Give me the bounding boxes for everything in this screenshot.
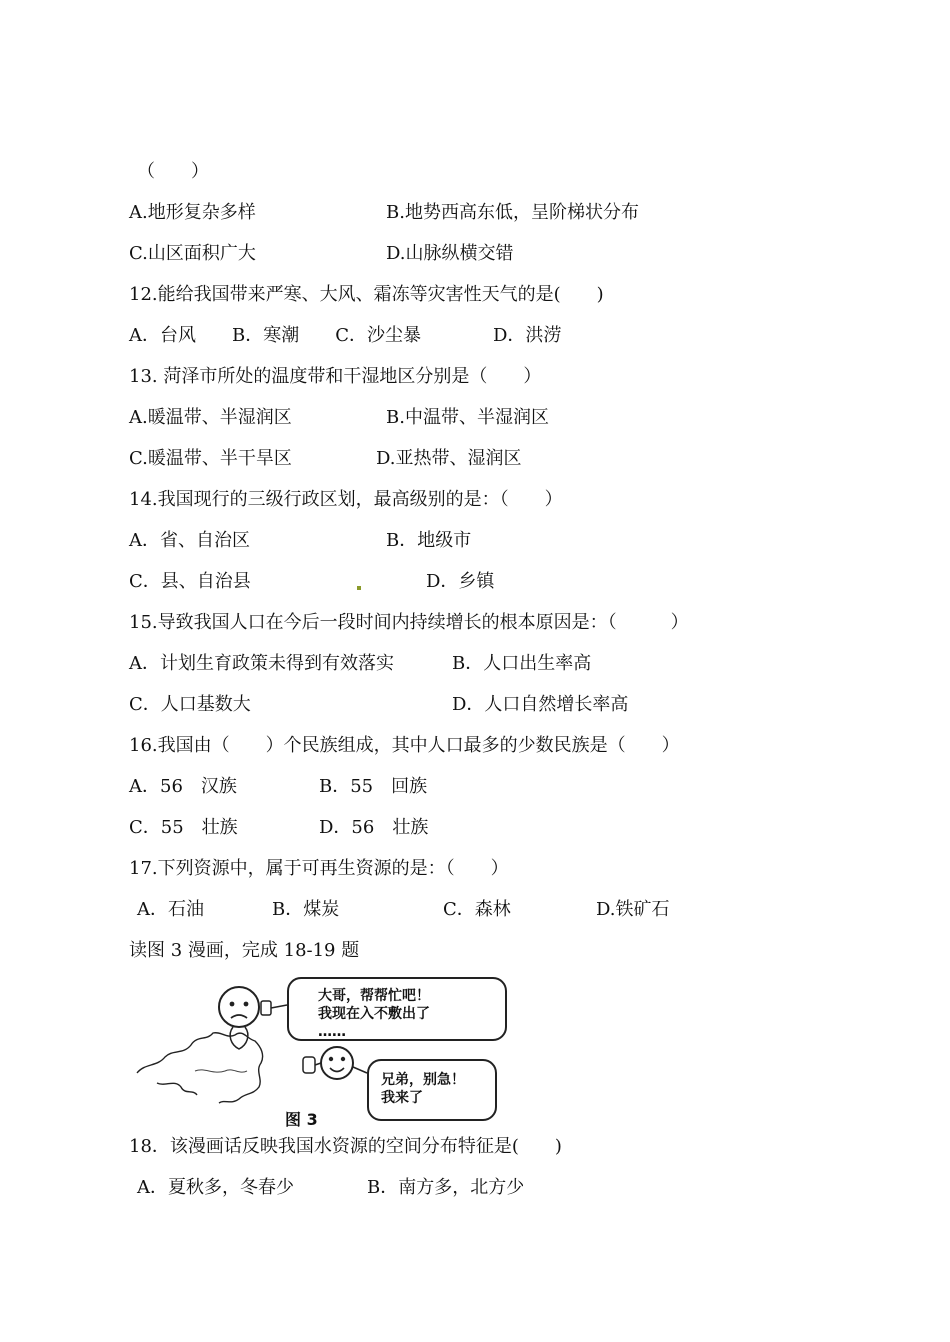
happy-phone-icon <box>303 1057 315 1073</box>
figure-intro: 读图 3 漫画，完成 18-19 题 <box>129 940 360 961</box>
question-13: 13. 菏泽市所处的温度带和干湿地区分别是（ ） <box>129 366 542 387</box>
question-18: 18．该漫画话反映我国水资源的空间分布特征是( ) <box>129 1136 562 1157</box>
q17-option-d: D.铁矿石 <box>596 899 670 920</box>
q14-option-d: D．乡镇 <box>426 571 495 592</box>
q11-option-a: A.地形复杂多样 <box>129 202 256 223</box>
question-14: 14.我国现行的三级行政区划，最高级别的是：（ ） <box>129 489 563 510</box>
q16-option-c: C．55 壮族 <box>129 817 238 838</box>
question-16: 16.我国由（ ）个民族组成，其中人口最多的少数民族是（ ） <box>129 735 680 756</box>
q18-option-a: A．夏秋多，冬春少 <box>137 1177 294 1198</box>
q13-option-a: A.暖温带、半湿润区 <box>129 407 292 428</box>
cartoon-figure <box>135 975 515 1130</box>
q13-option-c: C.暖温带、半干旱区 <box>129 448 292 469</box>
q14-option-c: C．县、自治县 <box>129 571 251 592</box>
happy-face-icon <box>321 1047 353 1079</box>
stray-dot <box>357 586 361 590</box>
q16-option-a: A．56 汉族 <box>129 776 237 797</box>
question-11-blank: （ ） <box>137 161 209 182</box>
q13-option-d: D.亚热带、湿润区 <box>376 448 522 469</box>
sad-phone-icon <box>261 1001 271 1015</box>
q15-option-d: D．人口自然增长率高 <box>452 694 629 715</box>
q17-option-c: C．森林 <box>443 899 511 920</box>
q11-option-b: B.地势西高东低，呈阶梯状分布 <box>386 202 639 223</box>
map-outline <box>137 1033 263 1103</box>
question-15: 15.导致我国人口在今后一段时间内持续增长的根本原因是：（ ） <box>129 612 689 633</box>
q16-option-d: D．56 壮族 <box>319 817 429 838</box>
speech-bubble-1-text: 大哥，帮帮忙吧！ 我现在入不敷出了 …… <box>318 988 430 1040</box>
q17-option-b: B．煤炭 <box>272 899 340 920</box>
q17-option-a: A．石油 <box>137 899 204 920</box>
speech-bubble-2-text: 兄弟，别急！ 我来了 <box>381 1072 465 1106</box>
question-12: 12.能给我国带来严寒、大风、霜冻等灾害性天气的是( ) <box>129 284 604 305</box>
q16-option-b: B．55 回族 <box>319 776 428 797</box>
q15-option-b: B．人口出生率高 <box>452 653 592 674</box>
q18-option-b: B．南方多，北方少 <box>367 1177 525 1198</box>
figure-caption: 图 3 <box>285 1110 318 1129</box>
question-17: 17.下列资源中，属于可再生资源的是：（ ） <box>129 858 509 879</box>
q14-option-a: A．省、自治区 <box>129 530 250 551</box>
q15-option-a: A．计划生育政策未得到有效落实 <box>129 653 394 674</box>
q15-option-c: C．人口基数大 <box>129 694 251 715</box>
happy-bubble-tail <box>353 1067 367 1073</box>
map-river <box>195 1070 247 1072</box>
q14-option-b: B．地级市 <box>386 530 472 551</box>
q11-option-c: C.山区面积广大 <box>129 243 256 264</box>
q11-option-d: D.山脉纵横交错 <box>386 243 514 264</box>
q13-option-b: B.中温带、半湿润区 <box>386 407 549 428</box>
q12-options: A．台风 B．寒潮 C．沙尘暴 D．洪涝 <box>129 325 562 346</box>
